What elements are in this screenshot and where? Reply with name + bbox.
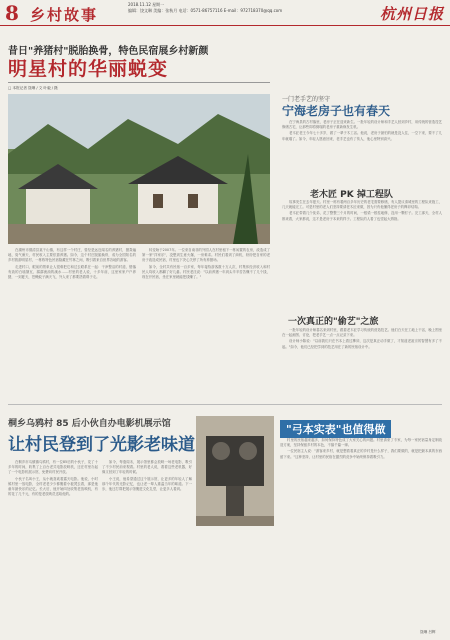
lead-byline: □ 本报记者 饶琳 / 文 叶毅 / 摄 [8,86,58,90]
section-divider [8,404,442,405]
bottom-right-header: "弓本实表"也值得做 [280,420,391,438]
middle-body-col1: 在桐乡市乌镇镇乌鸦村，有一位85后的小伙子，花了十多年的时间，收集了上百台老式电影放映机，还在村里办起了一个电影机展示馆，免费向村民开放。 小伙子名叫小王，从小就喜欢看露天电影。他说，小时候村里一放电影，全村老老少少都搬着小板凳去看，那是他童年最快乐的记忆。长大后，他开始四处收集老放映机，有的花了几千元，有的是老放映员送给他的。 [8,460,98,497]
middle-kicker: 桐乡乌鸦村 85 后小伙自办电影机展示馆 [8,419,171,429]
page-number: 8 [5,1,19,25]
lead-kicker: 昔日"养猪村"脱胎换骨，特色民宿展乡村新颜 [8,46,209,57]
middle-headline: 让村民登到了光影老味道 [8,435,195,455]
newspaper-logo: 杭州日报 [379,5,444,23]
lead-body-col1: 在湖州市德清县莫干山镇，有这样一个村庄，曾经是远近闻名的养猪村，猪粪遍地、臭气熏天，村民收入主要依靠养猪。如今，这个村庄脱胎换骨，成为全国知名的乡村旅游明星村，一栋栋特色民宿隐藏在竹林之间，吸引着来自世界各地的游客。 走进村口，眼前的景象让人很难把它和过去联系在一起：干净整洁的村道、错落有致的白墙黛瓦、潺潺流淌的溪水……村里的老人说，十多年前，这里家家户户养猪，一到夏天，苍蝇蚊子满天飞，外人来了都要捂着鼻子走。 [8,248,136,280]
issue-meta [128,2,282,14]
section-title: 乡村故事 [30,6,99,24]
lead-photo [8,94,270,244]
stay-body: 一批年轻的设计师慕名来到村里，跟着老木匠学习传统的营造技艺。他们白天在工地上干活，晚上围坐在一起画图、讨论，把老手艺一点一点记录下来。 设计师小陈说："以前我们只在书本上看过榫卯，这次是真正动手做了，才知道老祖宗的智慧有多了不起。"如今，他们已经把学到的技艺用在了新的民宿设计中。 [282,328,442,349]
pk-body: 故事发生在去年夏天。村里一栋有着两百多年历史的老宅需要修缮，有人提议请城里的工程队来施工，几天就能完工。可是村里的老人们坚持要请老木匠来做，因为只有他懂得老房子的榫卯结构。 老木匠带着几个徒弟，花了整整三个月的时间，一根梁一根柱地修，没用一颗钉子。完工那天，全村人都来看，大家都说，这才是老房子本来的样子。工程队的人看了也竖起大拇指。 [282,200,442,221]
pk-header: 老木匠 PK 掉工程队 [310,190,393,200]
right-body: 在宁海县的古村落里，老房子正在迎来新生。一批年轻的设计师和手艺人回到乡村，用传统的营造技艺修缮古宅，让那些即将倒塌的老房子重新焕发生机。 老木匠老王今年七十多岁，做了一辈子木工活。他说，老房子最怕的就是没人住，一空下来，要不了几年就塌了。如今，年轻人愿意回来，老手艺也有了传人，他心里特别高兴。 [282,120,442,141]
lead-body-col2: 转变始于2007年。一位来自南非的外国人在村里租下一栋闲置的农房，改造成了第一家"洋家乐"，没想到生意火爆，一房难求。村民们看到了商机，纷纷把自家的老房子改造成民宿，村里也下决心关停了所有养猪场。 如今，全村共有民宿一百多家，每年接待游客数十万人次，村集体经济收入和村民人均收入都翻了好几番。村民老沈说："以前养猪一年到头辛辛苦苦赚不了几个钱，现在开民宿，坐在家里就能把钱赚了。" [142,248,270,280]
middle-body-col2: 如今，每逢周末，展示馆里都会放映一场老电影，吸引了不少村民前来观看。村里的老人说，看着这些老机器，好像又回到了年轻的时候。 小王说，他希望通过这个展示馆，让更多的年轻人了解那个年代的光影记忆，也让老一辈人重温当年的味道。下一步，他还打算把展示馆搬进文化礼堂，让更多人看到。 [102,460,192,492]
lead-headline: 明星村的华丽蜕变 [8,58,169,80]
projector-photo [196,416,274,526]
middle-photo [196,416,274,526]
stay-header: 一次真正的"偷艺"之旅 [288,317,379,327]
issue-date: 2018.11.12 星期一 [128,2,165,7]
divider [8,82,270,83]
bottom-right-body: 村里的民宿越来越多，如何保持特色成了大家关心的问题。村里请来了专家，为每一家民宿量身定制改造方案，坚持保留乡村的本色，不搞千篇一律。 一位民宿主人说："游客来乡村，就是想看看真正的乡村是什么样子，我们要做的，就是把最本真的东西留下来。"这种坚持，让村里的民宿在激烈的竞争中始终保持着吸引力。 [280,438,442,459]
right-headline: 宁海老房子也有春天 [282,104,391,118]
right-kicker: 一门老手艺的坚守 [282,96,331,103]
village-photo [8,94,270,244]
editor-line: 编辑：饶文琳 美编：张秋月 电话：0571-86757116 E-mail：972718370@qq.com [128,8,283,13]
signature: 饶琳 吕辉 [420,630,436,634]
masthead [0,0,450,26]
